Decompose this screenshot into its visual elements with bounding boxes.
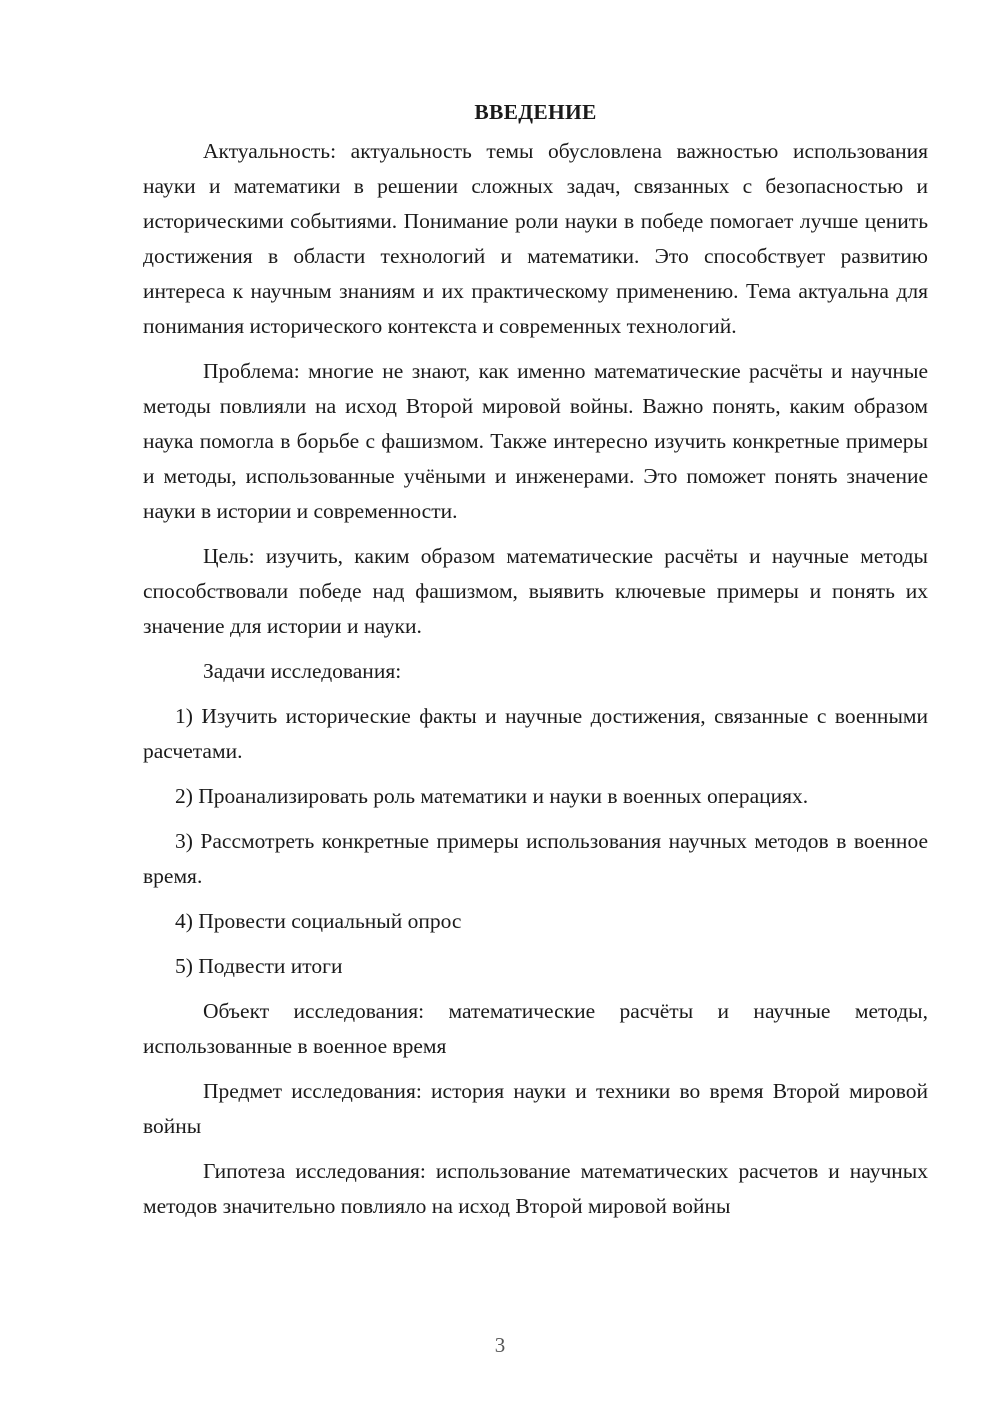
section-heading: ВВЕДЕНИЕ (474, 100, 597, 124)
task-item-3: 3) Рассмотреть конкретные примеры использования научных методов в военное время. (143, 829, 928, 888)
task-item-4: 4) Провести социальный опрос (175, 909, 462, 933)
task-item-5: 5) Подвести итоги (175, 954, 343, 978)
page-content (143, 98, 928, 1234)
task-item-2: 2) Проанализировать роль математики и науки в военных операциях. (175, 784, 809, 808)
task-item-1: 1) Изучить исторические факты и научные достижения, связанные с военными расчетами. (143, 704, 928, 763)
paragraph-problem: Проблема: многие не знают, как именно математические расчёты и научные методы повлияли на исход Второй мировой войны. Важно понять, каким образом наука помогла в борьбе с фашизмом. Также интересно изучить конкретные примеры и методы, использованные учёными и инженерами. Это поможет понять значение науки в истории и современности. (143, 359, 928, 523)
paragraph-relevance: Актуальность: актуальность темы обусловлена важностью использования науки и математики в решении сложных задач, связанных с безопасностью и историческими событиями. Понимание роли науки в победе помогает лучше ценить достижения в области технологий и математики. Это способствует развитию интереса к научным знаниям и их практическому применению. Тема актуальна для понимания исторического контекста и современных технологий. (143, 139, 928, 338)
paragraph-goal: Цель: изучить, каким образом математические расчёты и научные методы способствовали победе над фашизмом, выявить ключевые примеры и понять их значение для истории и науки. (143, 544, 928, 638)
tasks-title: Задачи исследования: (203, 659, 402, 683)
paragraph-hypothesis: Гипотеза исследования: использование математических расчетов и научных методов значительно повлияло на исход Второй мировой войны (143, 1159, 928, 1218)
page-number: 3 (494, 1333, 506, 1357)
paragraph-object: Объект исследования: математические расчёты и научные методы, использованные в военное время (143, 999, 928, 1058)
paragraph-subject: Предмет исследования: история науки и техники во время Второй мировой войны (143, 1079, 928, 1138)
